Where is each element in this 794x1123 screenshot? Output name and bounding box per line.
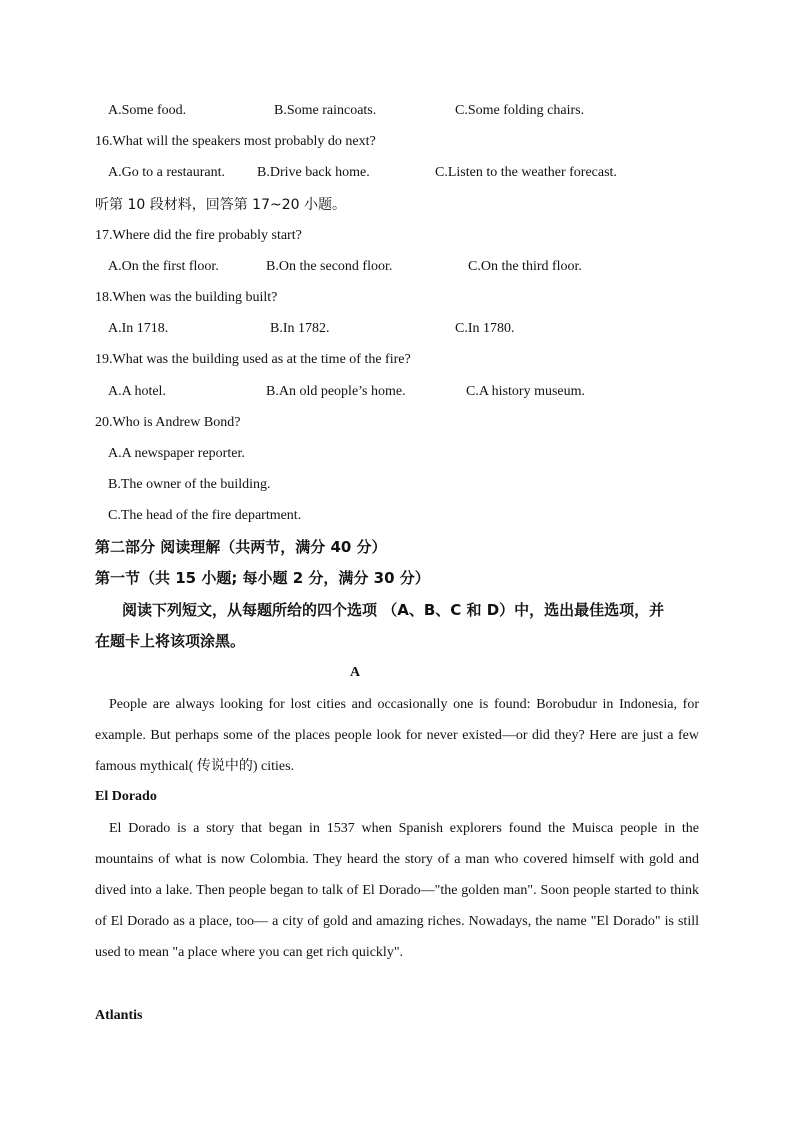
q16-option-a: A.Go to a restaurant.: [108, 165, 226, 180]
passage-label: A: [350, 665, 361, 680]
q15-option-b: B.Some raincoats.: [274, 103, 377, 118]
q20-question: 20.Who is Andrew Bond?: [95, 415, 241, 430]
q16-question: 16.What will the speakers most probably do next?: [95, 134, 376, 149]
el-dorado-paragraph-text: El Dorado is a story that began in 1537 when Spanish explorers found the Muisca people in the mountains of what is now Colombia. They heard the story of a man who covered himself with gold and dived into a lake. Then people began to talk of El Dorado—"the golden man". Soon people started to think of El Dorado as a place, too— a city of gold and amazing riches. Nowadays, the name "El Dorado" is still used to mean "a place where you can get rich quickly".: [95, 821, 699, 960]
q16-option-c: C.Listen to the weather forecast.: [435, 165, 617, 180]
q17-option-c: C.On the third floor.: [468, 259, 582, 274]
q18-option-b: B.In 1782.: [270, 321, 330, 336]
heading-atlantis: Atlantis: [95, 1008, 143, 1023]
q19-option-c: C.A history museum.: [466, 384, 586, 399]
q18-option-c: C.In 1780.: [455, 321, 515, 336]
q20-option-b: B.The owner of the building.: [108, 477, 271, 492]
q20-option-c: C.The head of the fire department.: [108, 508, 302, 523]
reading-instructions-line1: 阅读下列短文，从每题所给的四个选项 （A、B、C 和 D）中，选出最佳选项，并: [122, 601, 665, 619]
heading-el-dorado: El Dorado: [95, 789, 157, 804]
q19-question: 19.What was the building used as at the time of the fire?: [95, 352, 411, 367]
q17-option-a: A.On the first floor.: [108, 259, 219, 274]
q17-question: 17.Where did the fire probably start?: [95, 228, 302, 243]
q19-option-b: B.An old people’s home.: [266, 384, 406, 399]
q19-option-a: A.A hotel.: [108, 384, 166, 399]
q18-question: 18.When was the building built?: [95, 290, 278, 305]
q15-option-a: A.Some food.: [108, 103, 187, 118]
reading-instructions-line2: 在题卡上将该项涂黑。: [95, 632, 246, 650]
intro-paragraph-text: People are always looking for lost cities and occasionally one is found: Borobudur in Indonesia, for example. But perhaps some of the places people look for never existed—or did they? Here are just a few famous mythical( 传说中的) cities.: [95, 697, 699, 774]
q18-option-a: A.In 1718.: [108, 321, 169, 336]
el-dorado-paragraph: [95, 813, 699, 968]
section10-instruction: 听第 10 段材料，回答第 17~20 小题。: [95, 197, 346, 213]
q16-option-b: B.Drive back home.: [257, 165, 370, 180]
intro-paragraph: [95, 689, 699, 782]
q20-option-a: A.A newspaper reporter.: [108, 446, 245, 461]
q17-option-b: B.On the second floor.: [266, 259, 393, 274]
part2-title: 第二部分 阅读理解（共两节，满分 40 分）: [95, 538, 387, 556]
section1-title: 第一节（共 15 小题; 每小题 2 分，满分 30 分）: [95, 569, 430, 587]
q15-option-c: C.Some folding chairs.: [455, 103, 585, 118]
